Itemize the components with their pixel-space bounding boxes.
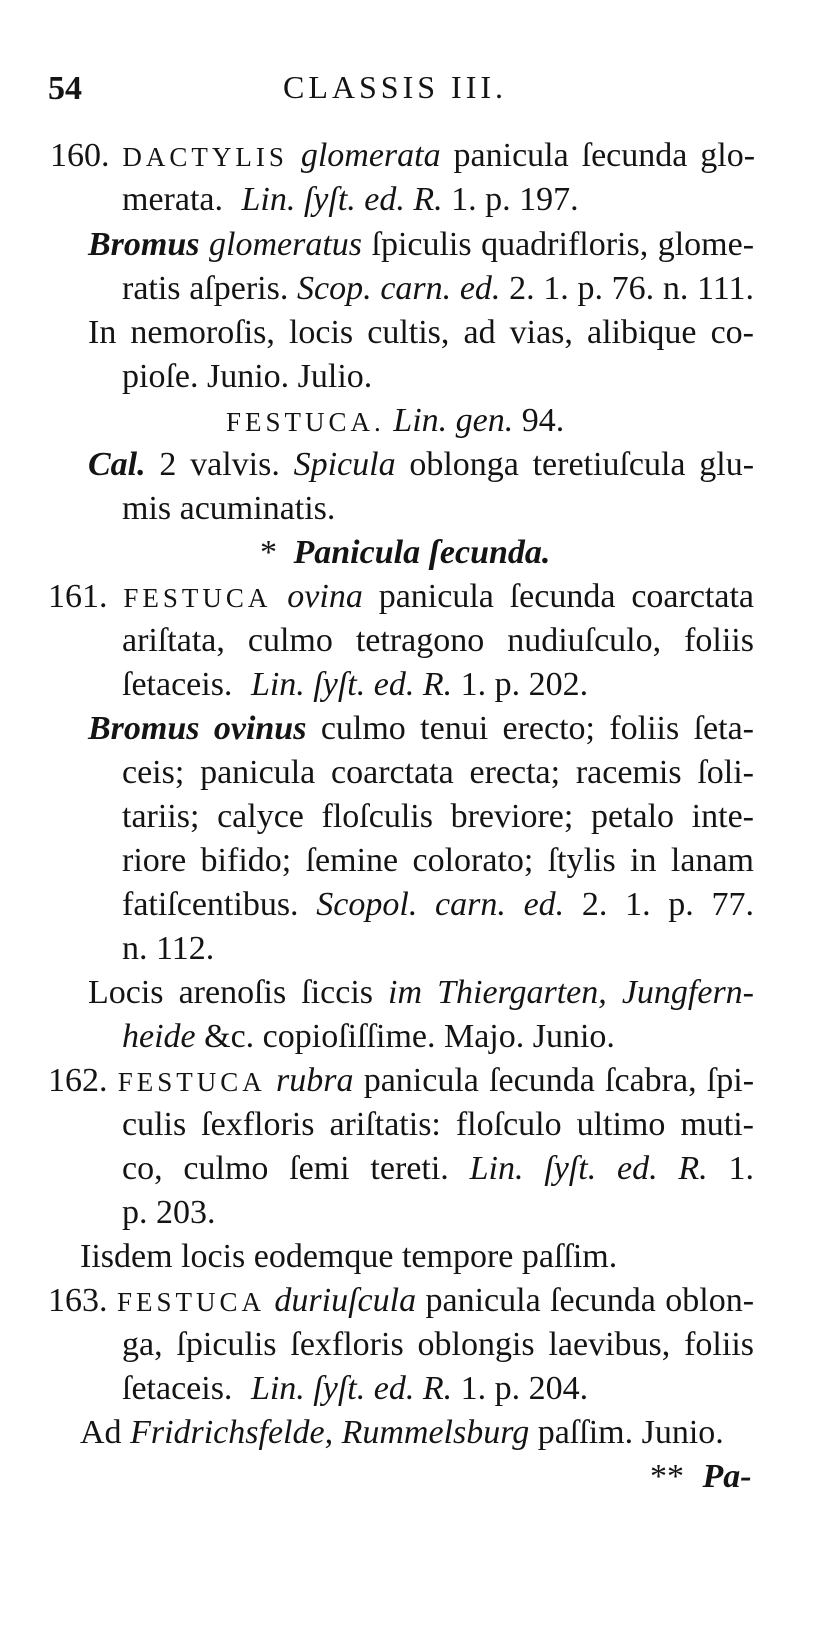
- synonym-text: culmo tenui erecto; foliis ſeta-: [320, 710, 754, 747]
- habitat-text: &c. copioſiſſime. Majo. Junio.: [204, 1018, 615, 1055]
- section-heading: [260, 532, 550, 574]
- genus-reference-number: 94.: [521, 402, 565, 439]
- entry-160-synonym-line-2: [122, 268, 754, 310]
- entry-161-line-1: [48, 576, 754, 618]
- genus-name: FESTUCA: [117, 1067, 266, 1097]
- section-title: Panicula ſecunda.: [293, 534, 551, 571]
- genus-name: DACTYLIS: [122, 142, 288, 172]
- diagnosis-text: panicula ſecunda coarctata: [378, 578, 754, 615]
- catchword: [650, 1456, 752, 1498]
- entry-161-line-3: [122, 664, 588, 706]
- entry-161-synonym-line-2: ceis; panicula coarctata erecta; racemis ſoli-: [122, 754, 754, 791]
- genus-character-line-1: [88, 444, 754, 486]
- entry-163-line-2: ga, ſpiculis ſexfloris oblongis laevibus, foliis: [122, 1326, 754, 1363]
- citation-page: 2. 1. p. 77.: [581, 886, 755, 923]
- entry-161-synonym-line-1: [88, 708, 754, 750]
- diagnosis-text: merata.: [122, 181, 223, 218]
- catchword-stars: **: [650, 1458, 684, 1495]
- entry-161-synonym-line-5: [122, 884, 754, 926]
- citation-page: 2. 1. p. 76. n. 111.: [509, 270, 755, 307]
- entry-162-habitat: Iisdem locis eodemque tempore paſſim.: [80, 1238, 618, 1275]
- citation-reference: Scopol. carn. ed.: [316, 886, 565, 923]
- entry-162-line-3: [122, 1148, 754, 1190]
- calyx-label: Cal.: [88, 446, 146, 483]
- genus-character-line-2: mis acuminatis.: [122, 490, 336, 527]
- entry-163-habitat: [80, 1412, 724, 1454]
- entry-160-habitat-line-2: pioſe. Junio. Julio.: [122, 358, 373, 395]
- locality-name: im Thiergarten, Jungfern-: [388, 974, 754, 1011]
- entry-163-line-3: [122, 1368, 588, 1410]
- diagnosis-text: ſetaceis.: [122, 666, 233, 703]
- page-number: 54: [48, 70, 82, 107]
- genus-reference: Lin. gen.: [393, 402, 514, 439]
- entry-161-synonym-line-4: riore bifido; ſemine colorato; ſtylis in lanam: [122, 842, 754, 879]
- citation-page: 1. p. 204.: [460, 1370, 589, 1407]
- habitat-text: paſſim. Junio.: [537, 1414, 724, 1451]
- section-asterisk: *: [260, 534, 277, 571]
- entry-161-synonym-line-6: n. 112.: [122, 930, 215, 967]
- citation-page: 1. p. 202.: [460, 666, 589, 703]
- citation-reference: Lin. ſyſt. ed. R.: [250, 666, 453, 703]
- habitat-text: Locis arenoſis ſiccis: [88, 974, 373, 1011]
- citation-page: 1.: [728, 1150, 754, 1187]
- citation-reference: Lin. ſyſt. ed. R.: [250, 1370, 453, 1407]
- entry-161-synonym-line-3: tariis; calyce floſculis breviore; petalo inte-: [122, 798, 754, 835]
- genus-name: FESTUCA: [123, 583, 272, 613]
- locality-name: Rummelsburg: [341, 1414, 530, 1451]
- synonym-genus: Bromus: [88, 226, 200, 263]
- citation-reference: Scop. carn. ed.: [297, 270, 501, 307]
- entry-160-line-1: [50, 135, 755, 177]
- diagnosis-text: panicula ſecunda oblon-: [425, 1282, 755, 1319]
- entry-160-synonym-line-1: [88, 224, 754, 266]
- entry-162-line-1: [48, 1060, 754, 1102]
- synonym-text: fatiſcentibus.: [122, 886, 299, 923]
- entry-number: 160.: [50, 137, 110, 174]
- citation-reference: Lin. ſyſt. ed. R.: [469, 1150, 708, 1187]
- synonym-name: Bromus ovinus: [88, 710, 307, 747]
- habitat-text: Ad: [80, 1414, 122, 1451]
- synonym-species: glomeratus: [209, 226, 362, 263]
- diagnosis-text: panicula ſecunda glo-: [453, 137, 756, 174]
- locality-name: heide: [122, 1018, 196, 1055]
- diagnosis-text: ſetaceis.: [122, 1370, 233, 1407]
- entry-160-line-2: [122, 179, 579, 221]
- entry-161-habitat-line-2: [122, 1016, 615, 1058]
- citation-page: 1. p. 197.: [451, 181, 579, 218]
- species-name: duriuſcula: [274, 1282, 417, 1319]
- genus-name: FESTUCA: [116, 1287, 265, 1317]
- diagnosis-text: co, culmo ſemi tereti.: [122, 1150, 449, 1187]
- species-name: rubra: [276, 1062, 354, 1099]
- entry-161-line-2: ariſtata, culmo tetragono nudiuſculo, foliis: [122, 622, 754, 659]
- genus-heading: [226, 400, 564, 442]
- catchword-text: Pa-: [702, 1458, 752, 1495]
- locality-name: Fridrichsfelde,: [130, 1414, 334, 1451]
- synonym-text: ſpiculis quadrifloris, glome-: [371, 226, 755, 263]
- species-name: ovina: [287, 578, 363, 615]
- citation-reference: Lin. ſyſt. ed. R.: [241, 181, 443, 218]
- genus-heading-name: FESTUCA.: [226, 407, 385, 437]
- diagnosis-text: panicula ſecunda ſcabra, ſpi-: [363, 1062, 755, 1099]
- entry-number: 163.: [48, 1282, 108, 1319]
- character-text: oblonga teretiuſcula glu-: [409, 446, 755, 483]
- entry-160-habitat-line-1: In nemoroſis, locis cultis, ad vias, alibique co-: [88, 314, 754, 351]
- synonym-text: ratis aſperis.: [122, 270, 289, 307]
- entry-number: 161.: [48, 578, 108, 615]
- entry-162-line-4: p. 203.: [122, 1194, 216, 1231]
- spicula-label: Spicula: [293, 446, 396, 483]
- entry-number: 162.: [48, 1062, 108, 1099]
- entry-162-line-2: culis ſexfloris ariſtatis: floſculo ultimo muti-: [122, 1106, 754, 1143]
- calyx-text: 2 valvis.: [159, 446, 280, 483]
- species-name: glomerata: [300, 137, 441, 174]
- entry-161-habitat-line-1: [88, 972, 754, 1014]
- entry-163-line-1: [48, 1280, 754, 1322]
- running-title: CLASSIS III.: [283, 69, 508, 105]
